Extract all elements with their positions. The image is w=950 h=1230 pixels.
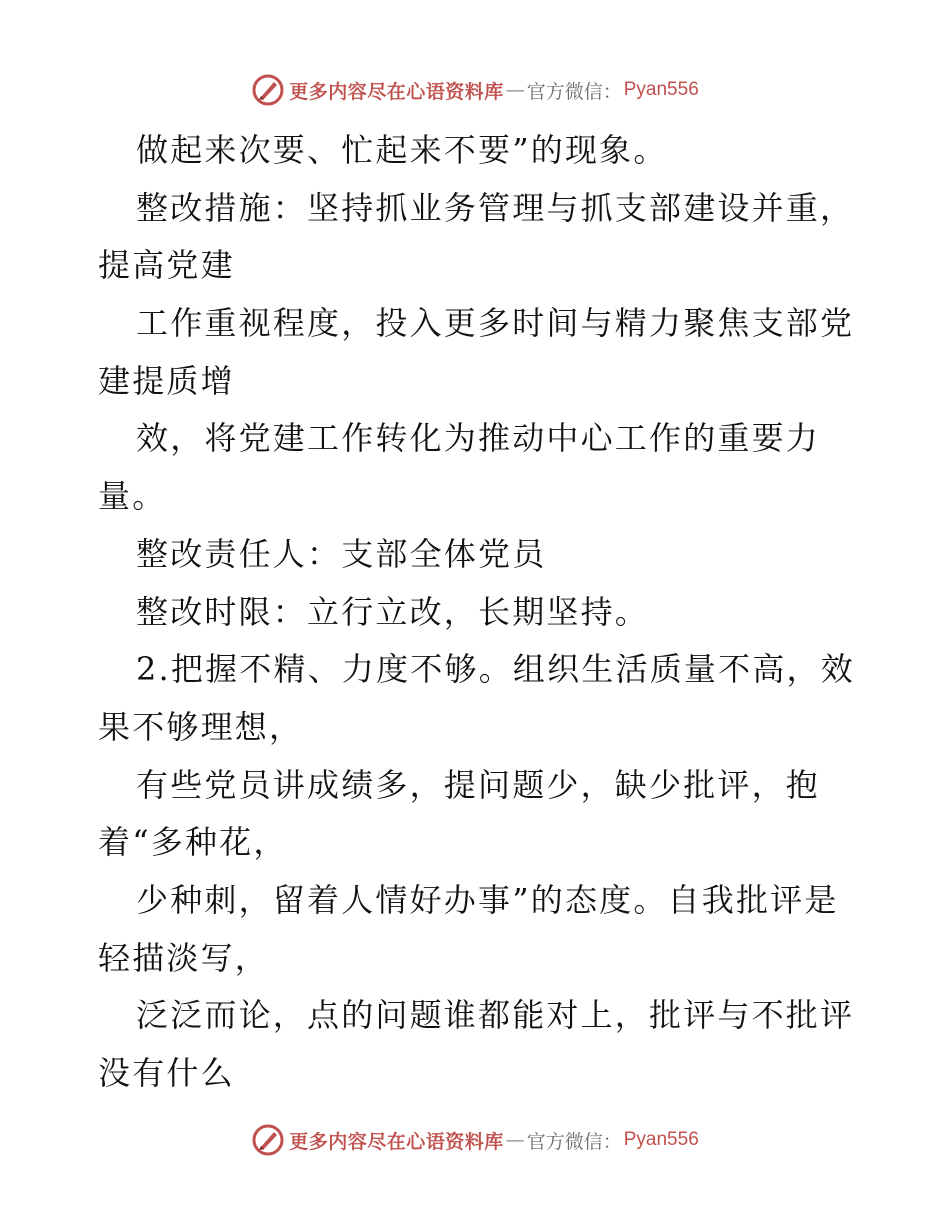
pen-logo-icon xyxy=(251,73,285,107)
header-watermark-banner xyxy=(0,70,950,110)
document-line: 少种刺，留着人情好办事”的态度。自我批评是 xyxy=(136,880,839,919)
pen-logo-icon xyxy=(251,1123,285,1157)
document-line: 着“多种花， xyxy=(98,823,288,862)
document-line: 轻描淡写， xyxy=(98,938,270,977)
document-line: 2.把握不精、力度不够。组织生活质量不高，效 xyxy=(136,650,855,689)
header-banner-label: 官方微信： xyxy=(526,80,622,103)
footer-banner-separator: — xyxy=(505,1129,525,1151)
document-line: 做起来次要、忙起来不要”的现象。 xyxy=(136,131,668,169)
document-line: 整改措施：坚持抓业务管理与抓支部建设并重， xyxy=(136,188,855,227)
document-line: 效，将党建工作转化为推动中心工作的重要力 xyxy=(136,419,821,458)
document-line: 建提质增 xyxy=(98,361,235,400)
footer-banner-id: Pyan556 xyxy=(623,1129,699,1150)
document-line: 整改责任人：支部全体党员 xyxy=(136,534,547,573)
document-line: 果不够理想， xyxy=(98,707,304,746)
document-line: 工作重视程度，投入更多时间与精力聚焦支部党 xyxy=(136,304,855,343)
header-banner-separator: — xyxy=(505,79,525,101)
document-line: 整改时限：立行立改，长期坚持。 xyxy=(136,592,650,631)
document-line: 提高党建 xyxy=(98,246,235,285)
header-banner-text: 更多内容尽在心语资料库 xyxy=(289,80,504,103)
footer-banner-text: 更多内容尽在心语资料库 xyxy=(289,1130,504,1153)
document-body xyxy=(98,122,856,1103)
document-line: 泛泛而论，点的问题谁都能对上，批评与不批评 xyxy=(136,996,855,1035)
footer-watermark-banner xyxy=(0,1120,950,1160)
footer-banner-label: 官方微信： xyxy=(526,1130,622,1153)
document-line: 有些党员讲成绩多，提问题少，缺少批评，抱 xyxy=(136,765,821,804)
header-banner-id: Pyan556 xyxy=(623,79,699,100)
document-line: 没有什么 xyxy=(98,1054,235,1092)
document-line: 量。 xyxy=(98,477,167,516)
